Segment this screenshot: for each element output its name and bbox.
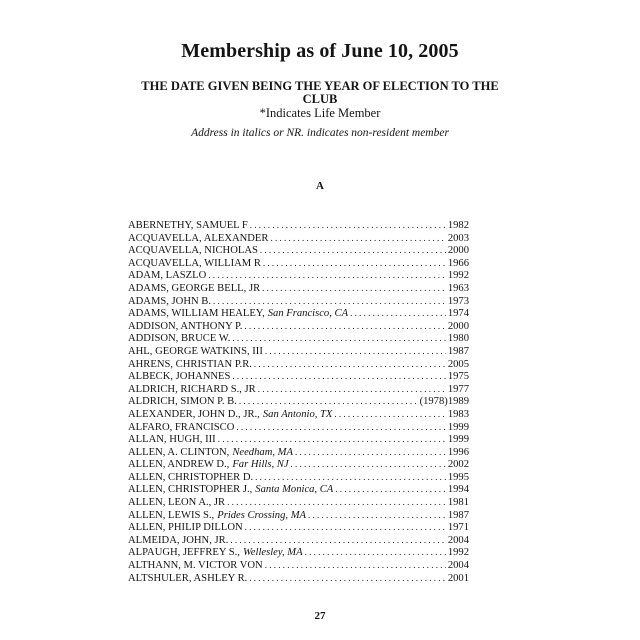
page-number: 27	[314, 610, 326, 622]
dot-leader	[239, 395, 418, 408]
member-name: ACQUAVELLA, WILLIAM R	[128, 257, 261, 269]
member-location: Far Hills, NJ	[232, 459, 289, 471]
member-name: ALMEIDA, JOHN, JR.	[128, 534, 229, 546]
member-entry	[128, 244, 469, 257]
member-entry	[128, 408, 469, 421]
member-entry	[128, 509, 469, 522]
dot-leader	[265, 345, 446, 358]
dot-leader	[230, 534, 445, 547]
member-entry	[128, 421, 469, 434]
member-election-year: 2002	[447, 459, 469, 471]
member-election-year: 1963	[447, 282, 469, 294]
dot-leader	[291, 458, 446, 471]
page-title: Membership as of June 10, 2005	[181, 40, 459, 62]
member-election-year: 1974	[447, 308, 469, 320]
member-name: ALLEN, CHRISTOPHER D.	[128, 471, 254, 483]
member-entry	[128, 559, 469, 572]
member-entry	[128, 546, 469, 559]
member-entry	[128, 282, 469, 295]
dot-leader	[227, 496, 446, 509]
member-entry	[128, 358, 469, 371]
member-location: San Francisco, CA	[267, 308, 349, 320]
member-name: ACQUAVELLA, ALEXANDER	[128, 232, 269, 244]
member-election-year: 2005	[447, 358, 469, 370]
member-entry	[128, 483, 469, 496]
member-name: ACQUAVELLA, NICHOLAS	[128, 245, 258, 257]
membership-list	[128, 219, 469, 584]
member-name: ADAMS, JOHN B.	[128, 295, 211, 307]
dot-leader	[208, 269, 446, 282]
dot-leader	[245, 521, 446, 534]
member-name: ADDISON, ANTHONY P.	[128, 320, 243, 332]
member-entry	[128, 232, 469, 245]
member-entry	[128, 383, 469, 396]
member-election-year: 1983	[447, 408, 469, 420]
dot-leader	[334, 408, 445, 421]
member-election-year: 1982	[447, 220, 469, 231]
member-election-year: 1992	[447, 270, 469, 282]
dot-leader	[254, 358, 446, 371]
member-entry	[128, 269, 469, 282]
member-name: ADAM, LASZLO	[128, 270, 207, 282]
member-election-year: 1992	[447, 547, 469, 559]
member-name: AHL, GEORGE WATKINS, III	[128, 345, 263, 357]
dot-leader	[236, 421, 445, 434]
member-name: ALPAUGH, JEFFREY S.,	[128, 547, 240, 559]
member-location: Prides Crossing, MA	[217, 509, 306, 521]
member-entry	[128, 433, 469, 446]
dot-leader	[305, 546, 446, 559]
dot-leader	[232, 332, 445, 345]
member-name: ABERNETHY, SAMUEL F	[128, 220, 248, 231]
member-election-year: 1995	[447, 471, 469, 483]
member-name: ALLAN, HUGH, III	[128, 434, 216, 446]
member-entry	[128, 219, 469, 232]
member-election-year: 1973	[447, 295, 469, 307]
dot-leader	[244, 320, 445, 333]
dot-leader	[350, 307, 446, 320]
member-location: Santa Monica, CA	[255, 484, 334, 496]
address-note: Address in italics or NR. indicates non-resident member	[191, 127, 449, 139]
dot-leader	[232, 370, 445, 383]
member-entry	[128, 295, 469, 308]
member-name: ALLEN, LEWIS S.,	[128, 509, 215, 521]
member-name: ADAMS, GEORGE BELL, JR	[128, 282, 261, 294]
member-name: ALTHANN, M. VICTOR VON	[128, 560, 263, 572]
member-prior-year: (1978)	[419, 396, 448, 408]
member-entry	[128, 446, 469, 459]
member-name: ALFARO, FRANCISCO	[128, 421, 235, 433]
dot-leader	[335, 483, 446, 496]
dot-leader	[295, 446, 446, 459]
member-election-year: 1994	[447, 484, 469, 496]
member-entry	[128, 257, 469, 270]
member-election-year: 1999	[447, 434, 469, 446]
member-election-year: 1971	[447, 522, 469, 534]
member-name: ALLEN, A. CLINTON,	[128, 446, 230, 458]
member-entry	[128, 307, 469, 320]
member-name: ALLEN, ANDREW D.,	[128, 459, 230, 471]
member-name: ADAMS, WILLIAM HEALEY,	[128, 308, 265, 320]
member-entry	[128, 320, 469, 333]
member-name: AHRENS, CHRISTIAN P.R.	[128, 358, 252, 370]
dot-leader	[308, 509, 446, 522]
member-location: Wellesley, MA	[242, 547, 303, 559]
member-name: ALEXANDER, JOHN D., JR.,	[128, 408, 260, 420]
member-entry	[128, 534, 469, 547]
member-name: ALBECK, JOHANNES	[128, 371, 231, 383]
member-election-year: 2004	[447, 534, 469, 546]
dot-leader	[218, 433, 446, 446]
member-election-year: 1977	[447, 383, 469, 395]
member-entry	[128, 471, 469, 484]
member-election-year: 1987	[447, 345, 469, 357]
life-member-note: *Indicates Life Member	[259, 106, 381, 120]
member-election-year: 1980	[447, 333, 469, 345]
member-name: ALDRICH, RICHARD S., JR	[128, 383, 256, 395]
member-entry	[128, 345, 469, 358]
member-entry	[128, 332, 469, 345]
section-letter: A	[316, 180, 324, 192]
member-name: ALLEN, PHILIP DILLON	[128, 522, 243, 534]
member-election-year: 1989	[447, 396, 469, 408]
dot-leader	[255, 471, 446, 484]
member-election-year: 2000	[447, 320, 469, 332]
member-election-year: 1987	[447, 509, 469, 521]
member-entry	[128, 496, 469, 509]
dot-leader	[250, 219, 446, 232]
member-name: ALDRICH, SIMON P. B.	[128, 396, 237, 408]
member-election-year: 2004	[447, 560, 469, 572]
member-election-year: 2000	[447, 245, 469, 257]
member-name: ALLEN, LEON A., JR	[128, 497, 226, 509]
page-subtitle: THE DATE GIVEN BEING THE YEAR OF ELECTION TO THE CLUB	[141, 79, 499, 106]
dot-leader	[260, 244, 446, 257]
member-location: San Antonio, TX	[262, 408, 333, 420]
dot-leader	[263, 257, 446, 270]
member-entry	[128, 572, 469, 585]
member-entry	[128, 521, 469, 534]
member-election-year: 1996	[447, 446, 469, 458]
member-entry	[128, 395, 469, 408]
member-entry	[128, 458, 469, 471]
member-entry	[128, 370, 469, 383]
member-election-year: 2001	[447, 572, 469, 584]
member-name: ALLEN, CHRISTOPHER J.,	[128, 484, 253, 496]
member-election-year: 1966	[447, 257, 469, 269]
member-name: ALTSHULER, ASHLEY R.	[128, 572, 248, 584]
member-election-year: 1999	[447, 421, 469, 433]
member-election-year: 1975	[447, 371, 469, 383]
member-election-year: 2003	[447, 232, 469, 244]
member-location: Needham, MA	[232, 446, 293, 458]
dot-leader	[249, 572, 446, 585]
member-election-year: 1981	[447, 497, 469, 509]
dot-leader	[270, 232, 445, 245]
dot-leader	[265, 559, 446, 572]
member-name: ADDISON, BRUCE W.	[128, 333, 231, 345]
dot-leader	[262, 282, 446, 295]
dot-leader	[258, 383, 446, 396]
dot-leader	[213, 295, 446, 308]
